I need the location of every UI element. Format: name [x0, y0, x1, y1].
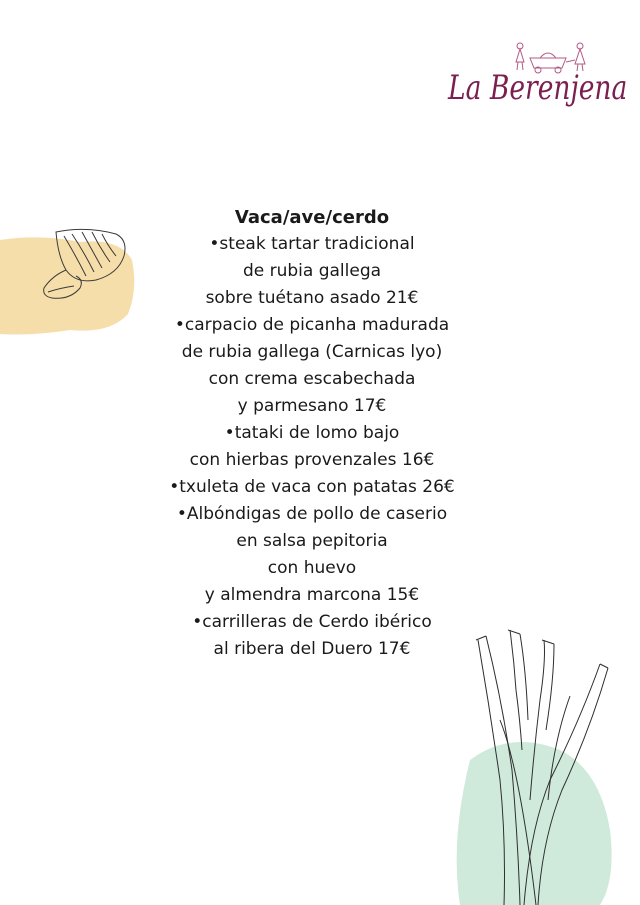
menu-line: •txuleta de vaca con patatas 26€	[169, 477, 455, 497]
mushroom-sketch-icon	[36, 226, 136, 306]
menu-line: al ribera del Duero 17€	[213, 639, 411, 659]
menu-line: en salsa pepitoria	[236, 531, 388, 551]
brand-name: La Berenjena	[448, 68, 628, 108]
menu-line: con hierbas provenzales 16€	[189, 450, 435, 470]
menu-line: •carpacio de picanha madurada	[174, 315, 450, 335]
menu-line: de rubia gallega	[242, 261, 382, 281]
menu-line: •steak tartar tradicional	[209, 234, 415, 254]
menu-line: •Albóndigas de pollo de caserio	[176, 504, 448, 524]
leek-sketch-icon	[450, 600, 640, 905]
menu-line: y almendra marcona 15€	[204, 585, 420, 605]
menu-section-title: Vaca/ave/cerdo	[234, 207, 390, 228]
menu-line: sobre tuétano asado 21€	[205, 288, 419, 308]
menu-line: •carrilleras de Cerdo ibérico	[192, 612, 432, 632]
menu-line: con huevo	[267, 558, 357, 578]
menu-line: de rubia gallega (Carnicas lyo)	[181, 342, 443, 362]
menu-line: y parmesano 17€	[237, 396, 387, 416]
menu-section	[152, 204, 472, 663]
menu-line: •tataki de lomo bajo	[224, 423, 400, 443]
menu-line: con crema escabechada	[208, 369, 416, 389]
brand-logo	[448, 40, 628, 130]
